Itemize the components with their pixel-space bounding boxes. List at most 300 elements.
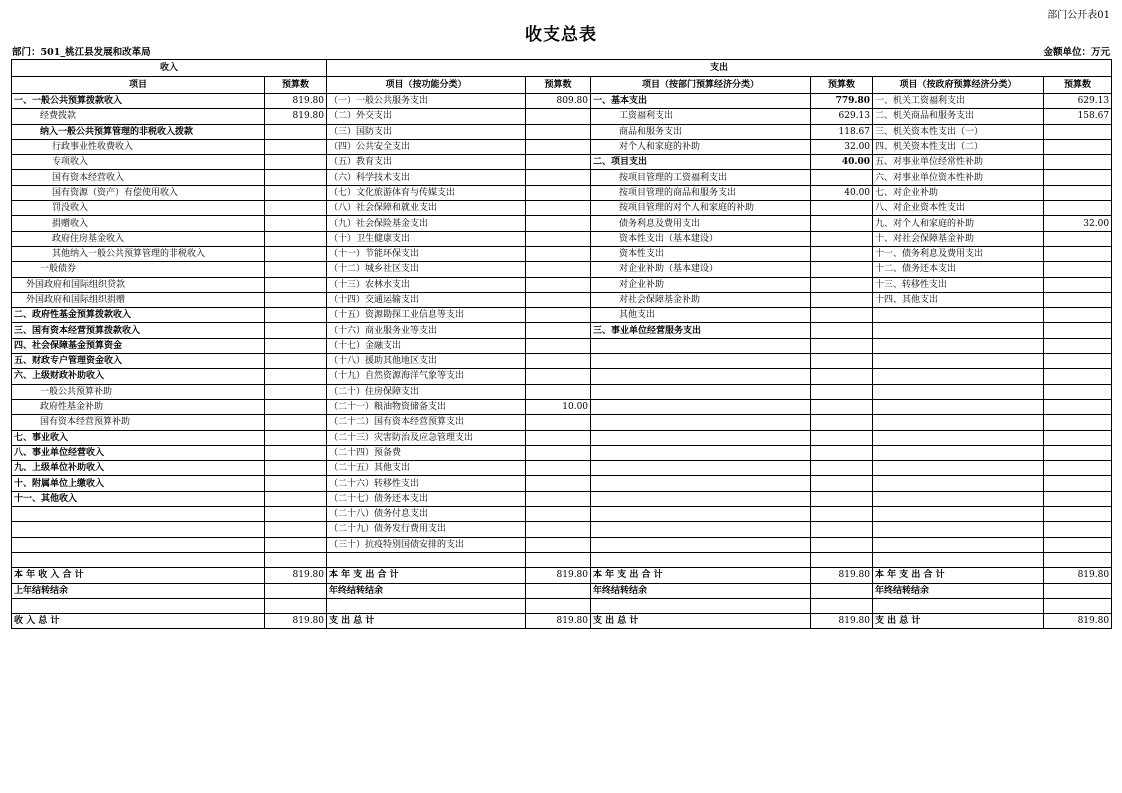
dept-econ-budget-cell	[811, 231, 873, 246]
table-row	[12, 507, 1112, 522]
income-item-cell	[12, 552, 265, 567]
dept-econ-item-cell: 二、项目支出	[591, 155, 811, 170]
income-budget-cell	[265, 338, 327, 353]
gov-econ-budget-cell	[1044, 507, 1112, 522]
table-row	[12, 170, 1112, 185]
budget-summary-table	[11, 59, 1112, 629]
income-budget-cell	[265, 201, 327, 216]
gov-econ-item-cell: 八、对企业资本性支出	[873, 201, 1044, 216]
dept-econ-item-cell	[591, 384, 811, 399]
income-item-cell: 一般债券	[12, 262, 265, 277]
gov-econ-budget-cell	[1044, 537, 1112, 552]
gov-econ-budget-cell	[1044, 384, 1112, 399]
gov-econ-item-cell	[873, 476, 1044, 491]
func-item-cell: （二十九）债务发行费用支出	[327, 522, 526, 537]
gov-econ-budget-cell	[1044, 522, 1112, 537]
func-budget-cell	[526, 552, 591, 567]
income-item-cell	[12, 522, 265, 537]
func-item-cell: （九）社会保险基金支出	[327, 216, 526, 231]
income-item-cell: 上年结转结余	[12, 583, 265, 598]
income-item-cell: 经费拨款	[12, 109, 265, 124]
gov-econ-item-cell	[873, 598, 1044, 613]
dept-econ-budget-cell: 40.00	[811, 155, 873, 170]
gov-econ-budget-cell	[1044, 292, 1112, 307]
gov-econ-budget-cell	[1044, 369, 1112, 384]
func-item-cell: （二十二）国有资本经营预算支出	[327, 415, 526, 430]
table-row	[12, 292, 1112, 307]
func-budget-cell	[526, 201, 591, 216]
dept-econ-budget-cell	[811, 354, 873, 369]
income-budget-cell	[265, 277, 327, 292]
dept-econ-item-cell	[591, 354, 811, 369]
func-budget-cell	[526, 461, 591, 476]
table-row	[12, 139, 1112, 154]
table-row	[12, 262, 1112, 277]
income-item-header: 项目	[12, 77, 265, 94]
func-budget-cell	[526, 155, 591, 170]
func-item-cell: （二十四）预备费	[327, 445, 526, 460]
func-budget-cell	[526, 308, 591, 323]
gov-econ-budget-cell	[1044, 430, 1112, 445]
income-item-cell: 捐赠收入	[12, 216, 265, 231]
income-budget-cell: 819.80	[265, 568, 327, 583]
income-budget-cell	[265, 231, 327, 246]
dept-econ-item-cell: 对企业补助（基本建设）	[591, 262, 811, 277]
func-item-cell: （十四）交通运输支出	[327, 292, 526, 307]
dept-econ-budget-cell	[811, 292, 873, 307]
dept-econ-budget-cell	[811, 170, 873, 185]
income-item-cell: 九、上级单位补助收入	[12, 461, 265, 476]
gov-econ-item-cell: 五、对事业单位经常性补助	[873, 155, 1044, 170]
gov-econ-budget-cell	[1044, 201, 1112, 216]
gov-econ-item-cell	[873, 354, 1044, 369]
table-row	[12, 277, 1112, 292]
dept-econ-item-cell: 按项目管理的对个人和家庭的补助	[591, 201, 811, 216]
dept-econ-budget-cell	[811, 507, 873, 522]
income-header: 收入	[12, 60, 327, 77]
func-budget-cell	[526, 262, 591, 277]
dept-econ-budget-cell	[811, 216, 873, 231]
income-budget-cell	[265, 292, 327, 307]
gov-econ-budget-cell	[1044, 231, 1112, 246]
gov-econ-item-cell: 十四、其他支出	[873, 292, 1044, 307]
gov-econ-budget-header: 预算数	[1044, 77, 1112, 94]
dept-econ-item-cell: 对企业补助	[591, 277, 811, 292]
dept-econ-budget-cell	[811, 461, 873, 476]
gov-econ-budget-cell	[1044, 323, 1112, 338]
gov-econ-budget-cell	[1044, 552, 1112, 567]
table-row	[12, 354, 1112, 369]
dept-econ-item-cell: 对社会保障基金补助	[591, 292, 811, 307]
income-item-cell: 十一、其他收入	[12, 491, 265, 506]
dept-econ-item-cell	[591, 430, 811, 445]
income-item-cell: 七、事业收入	[12, 430, 265, 445]
dept-econ-item-cell	[591, 476, 811, 491]
table-row	[12, 323, 1112, 338]
dept-econ-budget-cell: 819.80	[811, 568, 873, 583]
func-item-cell: 支 出 总 计	[327, 614, 526, 629]
expense-header: 支出	[327, 60, 1112, 77]
income-budget-cell: 819.80	[265, 614, 327, 629]
income-budget-header: 预算数	[265, 77, 327, 94]
table-row	[12, 231, 1112, 246]
dept-econ-budget-cell	[811, 246, 873, 261]
func-item-cell	[327, 598, 526, 613]
gov-econ-budget-cell	[1044, 308, 1112, 323]
dept-econ-budget-cell	[811, 430, 873, 445]
dept-econ-budget-cell: 32.00	[811, 139, 873, 154]
gov-econ-item-cell: 十、对社会保障基金补助	[873, 231, 1044, 246]
func-item-cell: （二十八）债务付息支出	[327, 507, 526, 522]
income-budget-cell	[265, 354, 327, 369]
income-item-cell: 行政事业性收费收入	[12, 139, 265, 154]
func-item-cell: （七）文化旅游体育与传媒支出	[327, 185, 526, 200]
income-item-cell	[12, 598, 265, 613]
dept-econ-budget-cell	[811, 522, 873, 537]
income-item-cell: 政府性基金补助	[12, 399, 265, 414]
func-budget-cell	[526, 216, 591, 231]
dept-econ-budget-cell	[811, 476, 873, 491]
dept-econ-item-cell	[591, 598, 811, 613]
table-row	[12, 461, 1112, 476]
gov-econ-item-cell	[873, 461, 1044, 476]
gov-econ-item-cell: 十二、债务还本支出	[873, 262, 1044, 277]
table-row	[12, 369, 1112, 384]
department-label: 部门：501_桃江县发展和改革局	[12, 47, 151, 58]
gov-econ-item-cell	[873, 522, 1044, 537]
func-item-header: 项目（按功能分类）	[327, 77, 526, 94]
dept-econ-item-cell	[591, 522, 811, 537]
gov-econ-budget-cell: 32.00	[1044, 216, 1112, 231]
income-item-cell: 外国政府和国际组织捐赠	[12, 292, 265, 307]
gov-econ-item-cell: 六、对事业单位资本性补助	[873, 170, 1044, 185]
income-budget-cell	[265, 384, 327, 399]
table-row	[12, 185, 1112, 200]
table-row	[12, 201, 1112, 216]
func-budget-cell: 819.80	[526, 568, 591, 583]
dept-econ-budget-cell	[811, 308, 873, 323]
table-row	[12, 415, 1112, 430]
income-budget-cell	[265, 170, 327, 185]
unit-label: 金额单位：万元	[1043, 47, 1110, 58]
income-budget-cell	[265, 139, 327, 154]
gov-econ-item-cell	[873, 507, 1044, 522]
income-budget-cell	[265, 216, 327, 231]
dept-econ-budget-cell	[811, 201, 873, 216]
income-budget-cell	[265, 155, 327, 170]
income-item-cell: 外国政府和国际组织贷款	[12, 277, 265, 292]
dept-econ-item-cell	[591, 491, 811, 506]
dept-econ-budget-cell	[811, 399, 873, 414]
gov-econ-budget-cell	[1044, 598, 1112, 613]
income-budget-cell	[265, 583, 327, 598]
func-item-cell: （十三）农林水支出	[327, 277, 526, 292]
dept-econ-item-cell	[591, 399, 811, 414]
gov-econ-item-cell: 本 年 支 出 合 计	[873, 568, 1044, 583]
gov-econ-budget-cell	[1044, 445, 1112, 460]
dept-econ-budget-cell	[811, 537, 873, 552]
dept-econ-budget-header: 预算数	[811, 77, 873, 94]
table-row	[12, 568, 1112, 583]
dept-econ-item-cell: 对个人和家庭的补助	[591, 139, 811, 154]
func-budget-cell	[526, 445, 591, 460]
gov-econ-budget-cell	[1044, 139, 1112, 154]
func-budget-cell: 819.80	[526, 614, 591, 629]
income-budget-cell	[265, 430, 327, 445]
func-budget-cell	[526, 507, 591, 522]
dept-econ-item-cell: 按项目管理的商品和服务支出	[591, 185, 811, 200]
income-budget-cell	[265, 185, 327, 200]
income-item-cell: 六、上级财政补助收入	[12, 369, 265, 384]
income-item-cell	[12, 537, 265, 552]
table-row	[12, 491, 1112, 506]
income-item-cell: 政府住房基金收入	[12, 231, 265, 246]
dept-econ-item-cell	[591, 507, 811, 522]
income-item-cell: 其他纳入一般公共预算管理的非税收入	[12, 246, 265, 261]
func-budget-cell	[526, 109, 591, 124]
gov-econ-item-cell: 四、机关资本性支出（二）	[873, 139, 1044, 154]
gov-econ-budget-cell	[1044, 476, 1112, 491]
gov-econ-item-cell: 支 出 总 计	[873, 614, 1044, 629]
func-budget-header: 预算数	[526, 77, 591, 94]
dept-econ-budget-cell	[811, 415, 873, 430]
dept-econ-budget-cell	[811, 323, 873, 338]
income-item-cell: 国有资本经营收入	[12, 170, 265, 185]
gov-econ-budget-cell	[1044, 155, 1112, 170]
func-budget-cell	[526, 124, 591, 139]
dept-econ-item-cell	[591, 461, 811, 476]
gov-econ-budget-cell: 819.80	[1044, 568, 1112, 583]
income-item-cell: 本 年 收 入 合 计	[12, 568, 265, 583]
func-budget-cell	[526, 430, 591, 445]
dept-econ-item-header: 项目（按部门预算经济分类）	[591, 77, 811, 94]
table-row	[12, 598, 1112, 613]
gov-econ-item-cell	[873, 537, 1044, 552]
func-item-cell: （二十一）粮油物资储备支出	[327, 399, 526, 414]
income-item-cell: 四、社会保障基金预算资金	[12, 338, 265, 353]
gov-econ-item-header: 项目（按政府预算经济分类）	[873, 77, 1044, 94]
func-budget-cell	[526, 491, 591, 506]
gov-econ-item-cell: 一、机关工资福利支出	[873, 94, 1044, 109]
income-budget-cell	[265, 323, 327, 338]
table-row	[12, 614, 1112, 629]
income-budget-cell	[265, 507, 327, 522]
income-item-cell: 国有资本经营预算补助	[12, 415, 265, 430]
dept-econ-item-cell	[591, 369, 811, 384]
func-item-cell: （十一）节能环保支出	[327, 246, 526, 261]
func-item-cell: （二十）住房保障支出	[327, 384, 526, 399]
func-item-cell: （十二）城乡社区支出	[327, 262, 526, 277]
income-item-cell: 专项收入	[12, 155, 265, 170]
gov-econ-item-cell	[873, 308, 1044, 323]
gov-econ-item-cell	[873, 369, 1044, 384]
gov-econ-item-cell	[873, 384, 1044, 399]
gov-econ-budget-cell: 819.80	[1044, 614, 1112, 629]
func-item-cell: （一）一般公共服务支出	[327, 94, 526, 109]
gov-econ-item-cell	[873, 415, 1044, 430]
gov-econ-budget-cell: 158.67	[1044, 109, 1112, 124]
income-budget-cell	[265, 262, 327, 277]
func-item-cell: （十六）商业服务业等支出	[327, 323, 526, 338]
func-budget-cell	[526, 583, 591, 598]
income-budget-cell	[265, 491, 327, 506]
func-item-cell: （十九）自然资源海洋气象等支出	[327, 369, 526, 384]
gov-econ-item-cell	[873, 399, 1044, 414]
gov-econ-budget-cell	[1044, 415, 1112, 430]
dept-econ-budget-cell: 819.80	[811, 614, 873, 629]
dept-econ-item-cell: 按项目管理的工资福利支出	[591, 170, 811, 185]
dept-econ-item-cell: 工资福利支出	[591, 109, 811, 124]
func-budget-cell	[526, 231, 591, 246]
dept-econ-budget-cell	[811, 277, 873, 292]
dept-econ-budget-cell: 40.00	[811, 185, 873, 200]
table-row	[12, 583, 1112, 598]
func-item-cell: （三十）抗疫特别国债安排的支出	[327, 537, 526, 552]
income-item-cell: 三、国有资本经营预算拨款收入	[12, 323, 265, 338]
func-budget-cell	[526, 354, 591, 369]
dept-econ-budget-cell: 629.13	[811, 109, 873, 124]
dept-econ-item-cell: 本 年 支 出 合 计	[591, 568, 811, 583]
table-row	[12, 216, 1112, 231]
func-item-cell: （二十三）灾害防治及应急管理支出	[327, 430, 526, 445]
income-budget-cell	[265, 124, 327, 139]
gov-econ-item-cell	[873, 491, 1044, 506]
table-row	[12, 552, 1112, 567]
gov-econ-budget-cell: 629.13	[1044, 94, 1112, 109]
func-budget-cell: 10.00	[526, 399, 591, 414]
income-item-cell: 十、附属单位上缴收入	[12, 476, 265, 491]
gov-econ-budget-cell	[1044, 185, 1112, 200]
table-row	[12, 384, 1112, 399]
dept-econ-item-cell: 一、基本支出	[591, 94, 811, 109]
income-budget-cell	[265, 399, 327, 414]
func-budget-cell	[526, 537, 591, 552]
gov-econ-budget-cell	[1044, 277, 1112, 292]
income-budget-cell	[265, 552, 327, 567]
gov-econ-item-cell	[873, 445, 1044, 460]
dept-econ-budget-cell	[811, 384, 873, 399]
dept-econ-item-cell: 支 出 总 计	[591, 614, 811, 629]
func-item-cell: （四）公共安全支出	[327, 139, 526, 154]
func-budget-cell	[526, 338, 591, 353]
func-item-cell: 年终结转结余	[327, 583, 526, 598]
gov-econ-budget-cell	[1044, 124, 1112, 139]
dept-econ-item-cell: 其他支出	[591, 308, 811, 323]
func-item-cell: （五）教育支出	[327, 155, 526, 170]
func-budget-cell	[526, 246, 591, 261]
income-budget-cell	[265, 476, 327, 491]
dept-econ-item-cell	[591, 552, 811, 567]
dept-econ-budget-cell: 779.80	[811, 94, 873, 109]
income-item-cell: 纳入一般公共预算管理的非税收入拨款	[12, 124, 265, 139]
dept-econ-item-cell: 年终结转结余	[591, 583, 811, 598]
func-budget-cell	[526, 292, 591, 307]
gov-econ-item-cell	[873, 430, 1044, 445]
func-item-cell: 本 年 支 出 合 计	[327, 568, 526, 583]
func-item-cell: （二十六）转移性支出	[327, 476, 526, 491]
income-budget-cell	[265, 246, 327, 261]
table-row	[12, 476, 1112, 491]
gov-econ-item-cell	[873, 338, 1044, 353]
dept-econ-budget-cell	[811, 552, 873, 567]
func-budget-cell	[526, 369, 591, 384]
income-budget-cell: 819.80	[265, 94, 327, 109]
income-budget-cell	[265, 598, 327, 613]
gov-econ-budget-cell	[1044, 170, 1112, 185]
table-row	[12, 522, 1112, 537]
income-item-cell	[12, 507, 265, 522]
func-item-cell: （十八）援助其他地区支出	[327, 354, 526, 369]
income-budget-cell: 819.80	[265, 109, 327, 124]
func-budget-cell	[526, 384, 591, 399]
func-budget-cell	[526, 323, 591, 338]
gov-econ-budget-cell	[1044, 461, 1112, 476]
table-row	[12, 246, 1112, 261]
dept-econ-item-cell: 债务利息及费用支出	[591, 216, 811, 231]
dept-econ-budget-cell	[811, 262, 873, 277]
income-item-cell: 国有资源（资产）有偿使用收入	[12, 185, 265, 200]
dept-econ-budget-cell	[811, 598, 873, 613]
func-item-cell: （十五）资源勘探工业信息等支出	[327, 308, 526, 323]
gov-econ-item-cell: 十一、债务利息及费用支出	[873, 246, 1044, 261]
gov-econ-budget-cell	[1044, 338, 1112, 353]
func-item-cell: （八）社会保障和就业支出	[327, 201, 526, 216]
dept-econ-budget-cell	[811, 445, 873, 460]
func-budget-cell	[526, 476, 591, 491]
dept-econ-budget-cell	[811, 369, 873, 384]
func-budget-cell: 809.80	[526, 94, 591, 109]
dept-econ-item-cell: 资本性支出（基本建设）	[591, 231, 811, 246]
income-item-cell: 一、一般公共预算拨款收入	[12, 94, 265, 109]
func-budget-cell	[526, 598, 591, 613]
table-row	[12, 537, 1112, 552]
table-row	[12, 124, 1112, 139]
gov-econ-item-cell: 二、机关商品和服务支出	[873, 109, 1044, 124]
income-item-cell: 罚没收入	[12, 201, 265, 216]
income-budget-cell	[265, 308, 327, 323]
gov-econ-budget-cell	[1044, 583, 1112, 598]
gov-econ-item-cell: 九、对个人和家庭的补助	[873, 216, 1044, 231]
func-budget-cell	[526, 170, 591, 185]
func-budget-cell	[526, 185, 591, 200]
dept-econ-item-cell	[591, 415, 811, 430]
table-row	[12, 399, 1112, 414]
dept-econ-item-cell: 资本性支出	[591, 246, 811, 261]
income-item-cell: 二、政府性基金预算拨款收入	[12, 308, 265, 323]
func-item-cell: （三）国防支出	[327, 124, 526, 139]
dept-econ-budget-cell	[811, 338, 873, 353]
income-budget-cell	[265, 522, 327, 537]
table-row	[12, 155, 1112, 170]
income-item-cell: 五、财政专户管理资金收入	[12, 354, 265, 369]
func-item-cell	[327, 552, 526, 567]
income-item-cell: 一般公共预算补助	[12, 384, 265, 399]
gov-econ-budget-cell	[1044, 262, 1112, 277]
func-budget-cell	[526, 415, 591, 430]
dept-econ-budget-cell	[811, 583, 873, 598]
dept-econ-item-cell: 商品和服务支出	[591, 124, 811, 139]
dept-econ-item-cell	[591, 445, 811, 460]
gov-econ-item-cell	[873, 552, 1044, 567]
page-title: 收支总表	[525, 25, 597, 45]
func-item-cell: （六）科学技术支出	[327, 170, 526, 185]
income-budget-cell	[265, 369, 327, 384]
func-item-cell: （十）卫生健康支出	[327, 231, 526, 246]
income-item-cell: 八、事业单位经营收入	[12, 445, 265, 460]
dept-econ-item-cell: 三、事业单位经营服务支出	[591, 323, 811, 338]
table-row	[12, 445, 1112, 460]
gov-econ-budget-cell	[1044, 354, 1112, 369]
